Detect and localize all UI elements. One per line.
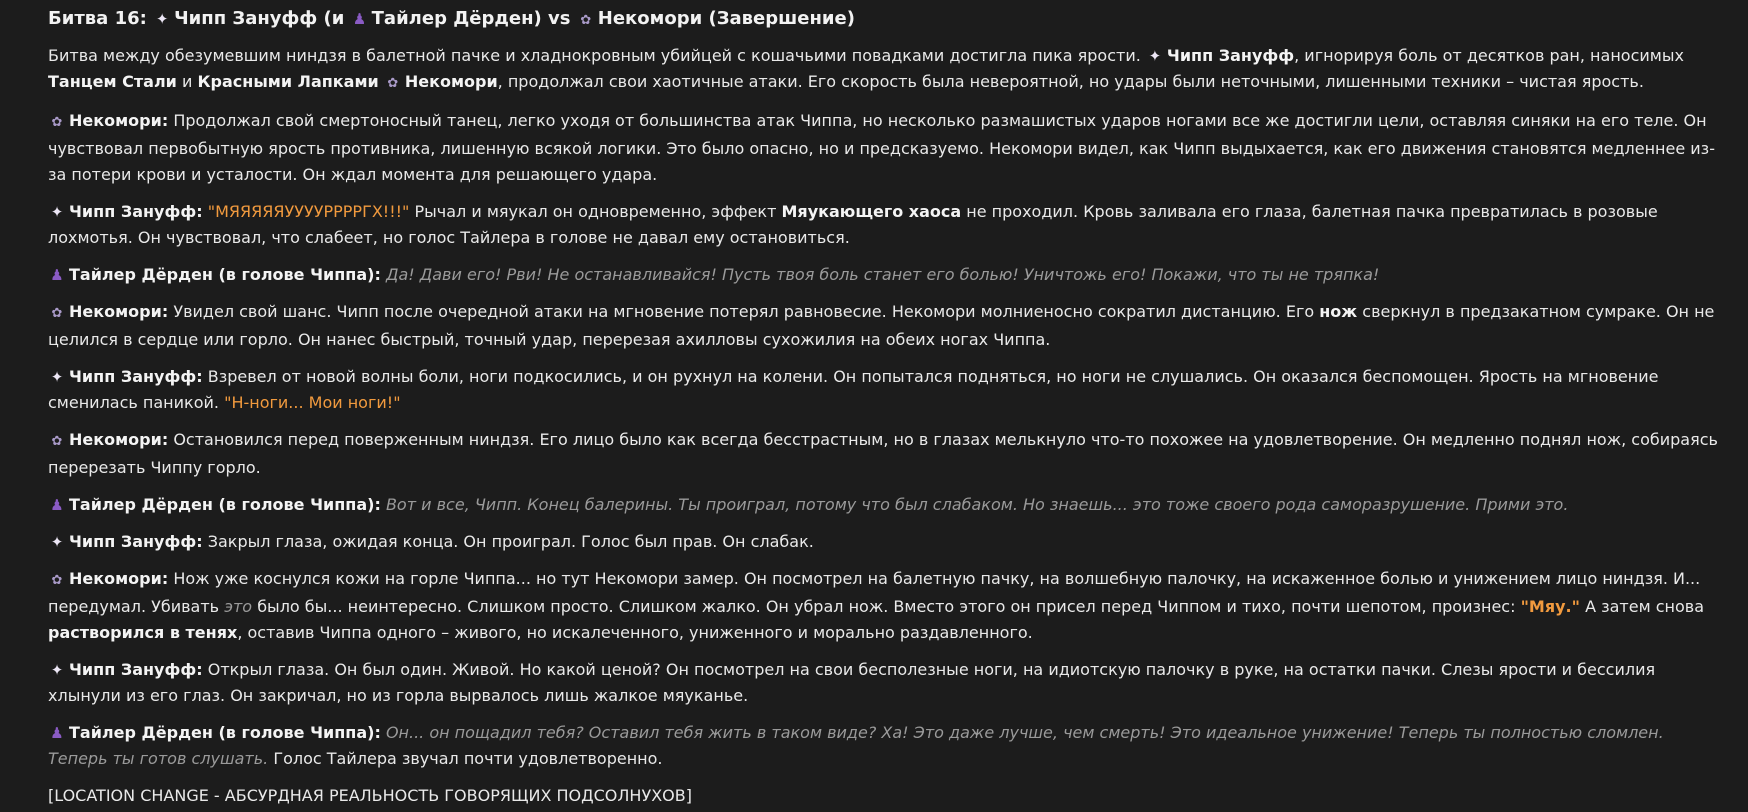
title-neko: Некомори <box>597 8 703 29</box>
battle-title <box>48 6 1718 34</box>
speaker-name: Чипп Зануфф: <box>69 532 203 551</box>
thought-text: Вот и все, Чипп. Конец балерины. Ты проиграл, потому что был слабаком. Но знаешь... это тоже своего рода саморазрушение. Прими это. <box>385 495 1569 514</box>
speaker-name: Чипп Зануфф: <box>69 660 203 679</box>
title-status: (Завершение) <box>708 8 855 29</box>
paw-prints-icon: ✿ <box>387 76 399 91</box>
skill-red-paws: Красными Лапками <box>197 72 379 91</box>
dialogue-paragraph <box>48 492 1718 518</box>
speaker-name: Некомори: <box>69 111 169 130</box>
narration-text: Нож уже коснулся кожи на горле Чиппа... но тут Некомори замер. Он посмотрел на балетную пачку, на волшебную палочку, на искаженное болью и унижением лицо ниндзя. И... передумал. Убивать <box>48 569 1701 616</box>
skill-dance-of-steel: Танцем Стали <box>48 72 177 91</box>
paw-prints-icon: ✿ <box>51 115 63 130</box>
title-paren: (и <box>323 8 345 29</box>
narration-text: Продолжал свой смертоносный танец, легко уходя от большинства атак Чиппа, но несколько размашистых ударов ногами все же достигли цели, оставляя синяки на его теле. Он чувствовал первобытную ярость противника, лишенную всякой логики. Это было опасно, но и предсказуемо. Некомори видел, как Чипп выдыхается, как его движения становятся медленнее из-за потери крови и усталости. Он ждал момента для решающего удара. <box>48 111 1715 184</box>
ninja-icon: ✦ <box>50 203 64 221</box>
dialogue-paragraph <box>48 566 1718 646</box>
narration-text: А затем снова <box>1585 597 1705 616</box>
emphasis-text: это <box>224 597 253 616</box>
intro-text: , продолжал свои хаотичные атаки. Его скорость была невероятной, но удары были неточными, лишенными техники – чистая ярость. <box>497 72 1644 91</box>
action-vanish: растворился в тенях <box>48 623 238 642</box>
intro-text: , игнорируя боль от десятков ран, наносимых <box>1294 46 1684 65</box>
paw-prints-icon: ✿ <box>580 13 592 28</box>
item-knife: нож <box>1319 302 1358 321</box>
thought-text: Он... он пощадил тебя? Оставил тебя жить в таком виде? Ха! Это даже лучше, чем смерть! Это идеальное унижение! Теперь ты полностью сломлен. Теперь ты готов слушать. <box>48 723 1664 768</box>
ninja-icon: ✦ <box>50 368 64 386</box>
speaker-name: Некомори: <box>69 302 169 321</box>
intro-paragraph <box>48 43 1718 97</box>
dialogue-paragraph <box>48 262 1718 288</box>
dialogue-paragraph <box>48 720 1718 772</box>
narration-text: сверкнул в предзакатном сумраке. Он не целился в сердце или горло. Он нанес быстрый, точный удар, перерезая ахилловы сухожилия на обеих ногах Чиппа. <box>48 302 1715 349</box>
speaker-name: Некомори: <box>69 430 169 449</box>
speaker-name: Тайлер Дёрден (в голове Чиппа): <box>69 265 381 284</box>
narration-text: было бы... неинтересно. Слишком просто. Слишком жалко. Он убрал нож. Вместо этого он присел перед Чиппом и тихо, почти шепотом, произнес: <box>257 597 1516 616</box>
thought-text: Да! Дави его! Рви! Не останавливайся! Пусть твоя боль станет его болью! Уничтожь его! Покажи, что ты не тряпка! <box>385 265 1380 284</box>
bust-silhouette-icon: ♟ <box>50 724 64 742</box>
narration-text: , оставив Чиппа одного – живого, но искалеченного, униженного и морально раздавленного. <box>237 623 1033 642</box>
bust-silhouette-icon: ♟ <box>50 266 64 284</box>
dialogue-paragraph <box>48 364 1718 416</box>
bust-silhouette-icon: ♟ <box>50 496 64 514</box>
speech-quote: "Мяу." <box>1520 597 1580 616</box>
name-chip: Чипп Зануфф <box>1166 46 1295 65</box>
dialogue-paragraph <box>48 108 1718 188</box>
ninja-icon: ✦ <box>50 661 64 679</box>
narration-text: Остановился перед поверженным ниндзя. Его лицо было как всегда бесстрастным, но в глазах мелькнуло что-то похожее на удовлетворение. Он медленно поднял нож, собираясь перерезать Чиппу горло. <box>48 430 1718 477</box>
paw-prints-icon: ✿ <box>51 306 63 321</box>
title-chip: Чипп Зануфф <box>174 8 318 29</box>
ninja-icon: ✦ <box>1148 47 1162 65</box>
narration-text: Голос Тайлера звучал почти удовлетворенно. <box>273 749 663 768</box>
narration-text: Открыл глаза. Он был один. Живой. Но какой ценой? Он посмотрел на свои бесполезные ноги, на идиотскую палочку в руке, на остатки пачки. Слезы ярости и бессилия хлынули из его глаз. Он закричал, но из горла вырвалось лишь жалкое мяуканье. <box>48 660 1656 705</box>
speech-quote: "МЯЯЯЯЯУУУУРРРРГХ!!!" <box>207 202 410 221</box>
speaker-name: Тайлер Дёрден (в голове Чиппа): <box>69 495 381 514</box>
title-prefix: Битва 16: <box>48 8 147 29</box>
paw-prints-icon: ✿ <box>51 573 63 588</box>
bust-silhouette-icon: ♟ <box>352 10 367 28</box>
paw-prints-icon: ✿ <box>51 434 63 449</box>
dialogue-paragraph <box>48 427 1718 481</box>
title-tyler: Тайлер Дёрден) <box>371 8 542 29</box>
intro-text: Битва между обезумевшим ниндзя в балетной пачке и хладнокровным убийцей с кошачьими повадками достигла пика ярости. <box>48 46 1141 65</box>
dialogue-paragraph <box>48 199 1718 251</box>
speaker-name: Некомори: <box>69 569 169 588</box>
ninja-icon: ✦ <box>155 10 169 28</box>
speaker-name: Чипп Зануфф: <box>69 202 203 221</box>
narration-text: Увидел свой шанс. Чипп после очередной атаки на мгновение потерял равновесие. Некомори молниеносно сократил дистанцию. Его <box>173 302 1315 321</box>
speech-quote: "Н-ноги... Мои ноги!" <box>224 393 401 412</box>
narration-text: Рычал и мяукал он одновременно, эффект <box>414 202 777 221</box>
speaker-name: Тайлер Дёрден (в голове Чиппа): <box>69 723 381 742</box>
narration-text: Закрыл глаза, ожидая конца. Он проиграл. Голос был прав. Он слабак. <box>207 532 814 551</box>
speaker-name: Чипп Зануфф: <box>69 367 203 386</box>
chat-message-content <box>48 6 1718 809</box>
narration-text: не проходил. Кровь заливала его глаза, балетная пачка превратилась в розовые лохмотья. Он чувствовал, что слабеет, но голос Тайлера в голове не давал ему остановиться. <box>48 202 1658 247</box>
effect-name: Мяукающего хаоса <box>781 202 962 221</box>
dialogue-paragraph <box>48 657 1718 709</box>
ninja-icon: ✦ <box>50 533 64 551</box>
name-neko: Некомори <box>404 72 498 91</box>
intro-text: и <box>181 72 193 91</box>
dialogue-paragraph <box>48 529 1718 555</box>
dialogue-paragraph <box>48 299 1718 353</box>
narration-text: Взревел от новой волны боли, ноги подкосились, и он рухнул на колени. Он попытался подняться, но ноги не слушались. Он оказался беспомощен. Ярость на мгновение сменилась паникой. <box>48 367 1659 412</box>
location-change-marker: [LOCATION CHANGE - АБСУРДНАЯ РЕАЛЬНОСТЬ ГОВОРЯЩИХ ПОДСОЛНУХОВ] <box>48 786 692 805</box>
title-vs: vs <box>548 8 571 29</box>
